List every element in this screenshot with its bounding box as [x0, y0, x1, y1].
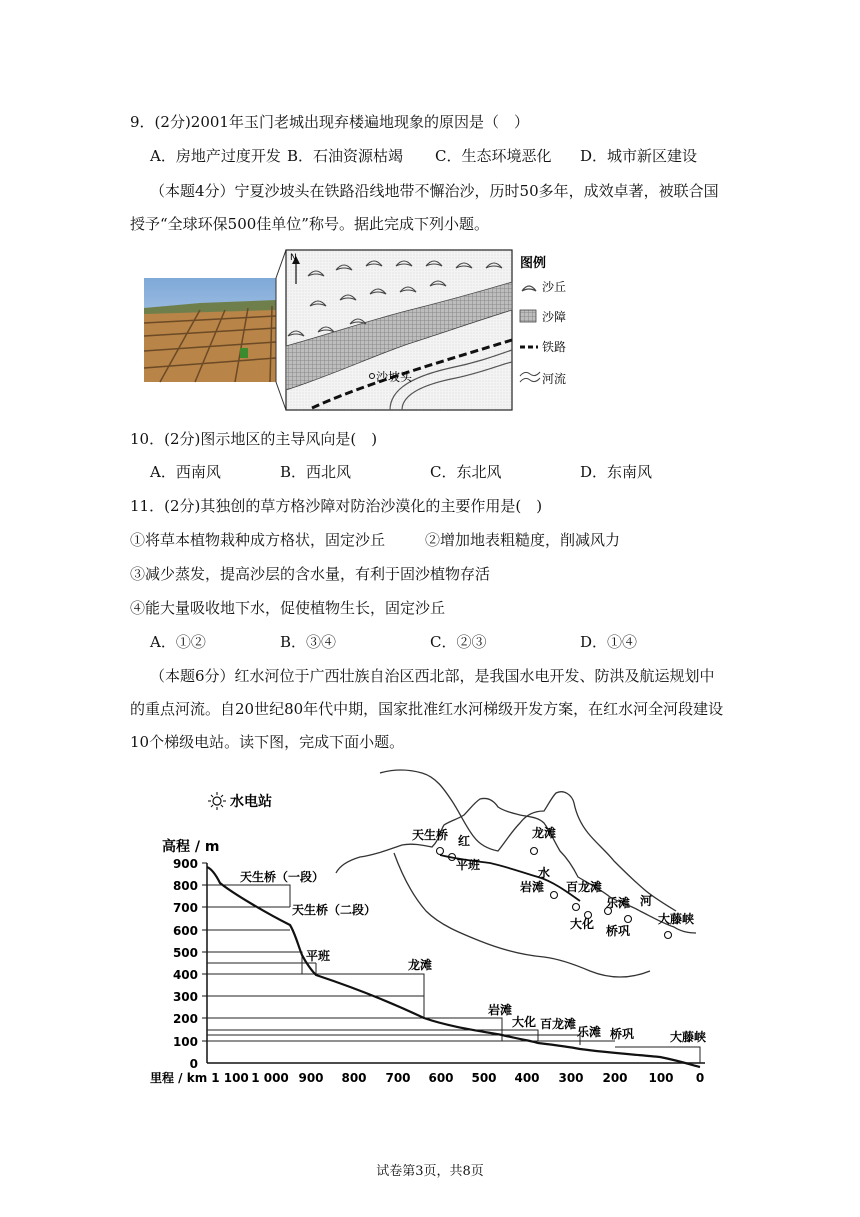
map-station-label: 桥巩: [606, 924, 631, 938]
legend-river: 河流: [542, 372, 567, 386]
y-ticks: [173, 857, 198, 1071]
q9-option-a: A．房地产过度开发: [150, 147, 281, 165]
shapotou-figure: [140, 248, 610, 414]
map-station-labels: [412, 825, 694, 938]
map-legend: [520, 255, 566, 386]
passage1-line1: （本题4分）宁夏沙坡头在铁路沿线地带不懈治沙，历时50多年，成效卓著，被联合国: [150, 182, 719, 200]
q10-option-a: A．西南风: [150, 463, 221, 481]
map-station-label: 天生桥: [412, 828, 449, 842]
y-tick: 600: [172, 924, 198, 938]
river-basin-map: [336, 770, 696, 977]
x-tick: 400: [514, 1071, 540, 1085]
x-tick: 200: [602, 1071, 628, 1085]
map-station-label: 百龙滩: [566, 880, 603, 894]
q11-option-c: C．②③: [430, 633, 487, 651]
x-tick: 1 100: [211, 1071, 249, 1085]
x-tick: 0: [695, 1071, 705, 1085]
river-char: 河: [640, 894, 653, 908]
page-footer: 试卷第3页，共8页: [376, 1164, 484, 1179]
y-tick: 0: [189, 1057, 198, 1071]
map-station-label: 平班: [456, 858, 481, 872]
station-label: 平班: [306, 949, 331, 963]
y-tick: 800: [172, 879, 198, 893]
legend-railway: 铁路: [542, 340, 567, 354]
q11-item-1: ①将草本植物栽种成方格状，固定沙丘: [130, 531, 386, 549]
legend-title: 图例: [520, 256, 547, 271]
x-tick: 100: [648, 1071, 674, 1085]
q11-item-3: ③减少蒸发，提高沙层的含水量，有利于固沙植物存活: [130, 565, 491, 583]
passage2-line1: （本题6分）红水河位于广西壮族自治区西北部，是我国水电开发、防洪及航运规划中: [150, 667, 715, 685]
hongshui-figure: [140, 765, 730, 1095]
y-tick: 100: [172, 1035, 198, 1049]
x-tick: 1 000: [251, 1071, 289, 1085]
legend-dune: 沙丘: [542, 280, 567, 294]
q9-stem: 9．(2分)2001年玉门老城出现弃楼遍地现象的原因是（ ）: [130, 113, 529, 131]
river-char: 红: [458, 834, 471, 848]
station-label: 大化: [512, 1015, 537, 1029]
station-label: 大藤峡: [670, 1030, 707, 1044]
station-label: 桥巩: [610, 1027, 635, 1041]
dune-legend-icon: [522, 286, 536, 291]
x-ticks: [211, 1071, 704, 1085]
q10-stem: 10．(2分)图示地区的主导风向是( ): [130, 430, 378, 448]
station-label: 岩滩: [488, 1003, 513, 1017]
map-station-label: 大藤峡: [658, 912, 695, 926]
station-label: 天生桥（一段）: [240, 870, 325, 884]
q10-option-d: D．东南风: [580, 463, 653, 481]
checkerboard-photo: [144, 278, 276, 382]
town-label: 沙坡头: [376, 370, 413, 384]
x-tick: 600: [428, 1071, 454, 1085]
x-tick: 500: [471, 1071, 497, 1085]
q11-option-d: D．①④: [580, 633, 638, 651]
x-tick: 700: [385, 1071, 411, 1085]
hydropower-legend: [208, 792, 272, 810]
map-station-label: 岩滩: [520, 880, 545, 894]
q10-option-c: C．东北风: [430, 463, 502, 481]
y-tick: 200: [172, 1012, 198, 1026]
x-tick: 900: [298, 1071, 324, 1085]
q9-option-b: B．石油资源枯竭: [287, 147, 404, 165]
q9-option-d: D．城市新区建设: [580, 147, 698, 165]
q11-stem: 11．(2分)其独创的草方格沙障对防治沙漠化的主要作用是( ): [130, 497, 543, 515]
desert-map: [286, 250, 512, 410]
q11-item-2: ②增加地表粗糙度，削减风力: [425, 531, 621, 549]
map-station-label: 龙滩: [532, 826, 557, 840]
x-axis-label: 里程 / km: [150, 1071, 208, 1085]
passage2-line2: 的重点河流。自20世纪80年代中期，国家批准红水河梯级开发方案，在红水河全河段建设: [130, 700, 724, 718]
river-legend-icon: [520, 372, 540, 382]
map-station-label: 大化: [570, 917, 595, 931]
barrier-legend-icon: [520, 310, 536, 322]
legend-hydropower-label: 水电站: [230, 794, 272, 810]
y-tick: 700: [172, 901, 198, 915]
q11-option-b: B．③④: [280, 633, 337, 651]
passage1-line2: 授予“全球环保500佳单位”称号。据此完成下列小题。: [130, 215, 489, 233]
north-label: N: [290, 253, 297, 263]
x-tick: 800: [341, 1071, 367, 1085]
river-char: 水: [538, 866, 551, 880]
y-axis-label: 高程 / m: [162, 839, 220, 855]
q9-option-c: C．生态环境恶化: [435, 147, 552, 165]
legend-barrier: 沙障: [542, 310, 567, 324]
hydropower-station-icon: [213, 797, 221, 805]
station-label: 百龙滩: [540, 1017, 577, 1031]
station-label: 龙滩: [408, 958, 433, 972]
station-label: 乐滩: [577, 1025, 602, 1039]
q11-item-4: ④能大量吸收地下水，促使植物生长，固定沙丘: [130, 599, 446, 617]
q11-option-a: A．①②: [150, 633, 206, 651]
y-tick: 500: [172, 946, 198, 960]
x-tick: 300: [558, 1071, 584, 1085]
y-tick: 400: [172, 968, 198, 982]
y-tick: 900: [172, 857, 198, 871]
y-tick: 300: [172, 990, 198, 1004]
station-label: 天生桥（二段）: [292, 903, 377, 917]
map-station-label: 乐滩: [606, 896, 631, 910]
q10-option-b: B．西北风: [280, 463, 352, 481]
passage2-line3: 10个梯级电站。读下图，完成下面小题。: [130, 733, 405, 751]
